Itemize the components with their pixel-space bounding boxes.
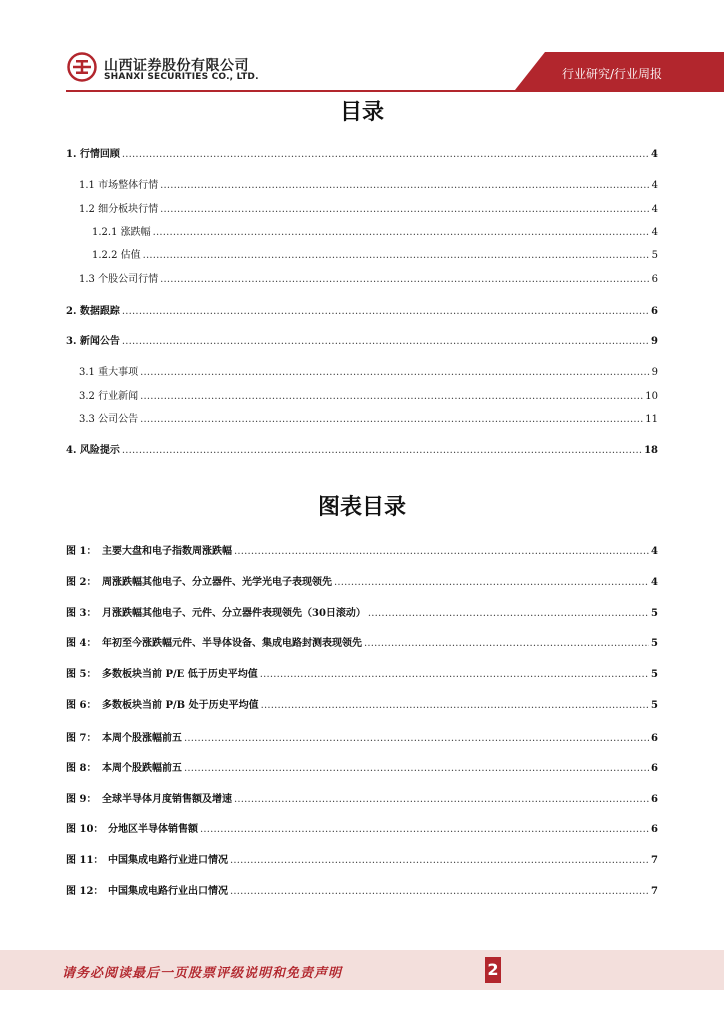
toc-entry[interactable] [79,412,658,428]
leader-dots [122,334,649,350]
toc-entry-page: 6 [651,306,658,317]
report-type-label: 行业研究/行业周报 [561,67,662,81]
toc-entry-page: 4 [651,204,658,215]
toc-entry[interactable] [79,365,658,381]
toc-entry-label: 1.2.1 涨跌幅 [92,227,151,238]
leader-dots [160,202,650,218]
toc-entry[interactable] [79,272,658,288]
figure-entry-page: 4 [651,577,658,588]
page-header [0,0,724,100]
company-name-cn: 山西证券股份有限公司 [104,58,249,74]
figure-entry-title: 多数板块当前 P/B 处于历史平均值 [102,700,259,711]
figure-entry-page: 5 [651,669,658,680]
leader-dots [234,544,649,560]
toc-entry-page: 11 [645,414,658,425]
leader-dots [122,443,642,459]
figure-entry-number: 图 1： [66,546,97,557]
leader-dots [122,147,649,163]
toc-entry-label: 3.1 重大事项 [79,367,139,378]
toc-entry-page: 9 [651,367,658,378]
figure-entry-title: 周涨跌幅其他电子、分立器件、光学光电子表现领先 [102,577,332,588]
figure-entry-page: 5 [651,638,658,649]
toc-entry[interactable] [92,248,658,264]
leader-dots [184,761,649,777]
figure-entry[interactable] [66,698,658,714]
figure-entry-number: 图 10： [66,824,104,835]
figure-entry-title: 本周个股跌幅前五 [102,763,182,774]
figure-entry[interactable] [66,792,658,808]
figure-entry-page: 6 [651,763,658,774]
figure-entry-title: 全球半导体月度销售额及增速 [102,794,232,805]
toc-entry-page: 9 [651,336,658,347]
figure-entry-page: 6 [651,794,658,805]
toc-entry-page: 18 [644,445,658,456]
figure-entry-number: 图 2： [66,577,97,588]
figure-entry[interactable] [66,761,658,777]
figure-entry-title: 本周个股涨幅前五 [102,733,182,744]
toc-entry-label: 1. 行情回顾 [66,149,120,160]
toc-entry[interactable] [66,147,658,163]
company-name-en: SHANXI SECURITIES CO., LTD. [104,72,259,82]
leader-dots [153,225,650,241]
leader-dots [160,272,650,288]
leader-dots [184,731,649,747]
leader-dots [230,884,649,900]
toc-entry-page: 6 [651,274,658,285]
figure-entry-number: 图 3： [66,608,97,619]
toc-entry[interactable] [66,443,658,459]
figure-entry-title: 中国集成电路行业出口情况 [108,886,228,897]
figure-entry-page: 6 [651,733,658,744]
leader-dots [143,248,650,264]
toc-entry-label: 1.3 个股公司行情 [79,274,159,285]
toc-entry-page: 4 [651,180,658,191]
toc-entry-label: 2. 数据跟踪 [66,306,120,317]
leader-dots [200,822,649,838]
leader-dots [364,636,649,652]
page-number: 2 [485,957,501,983]
toc-entry[interactable] [79,389,658,405]
figure-entry-number: 图 5： [66,669,97,680]
figure-entry[interactable] [66,606,658,622]
toc-entry[interactable] [66,334,658,350]
toc-entry-page: 5 [651,250,658,261]
leader-dots [140,389,643,405]
toc-entry-page: 4 [651,227,658,238]
company-logo-icon [67,52,97,82]
figure-entry[interactable] [66,731,658,747]
toc-entry-label: 1.1 市场整体行情 [79,180,159,191]
leader-dots [230,853,649,869]
figure-entry-number: 图 11： [66,855,104,866]
figure-entry[interactable] [66,884,658,900]
figure-entry[interactable] [66,544,658,560]
toc-entry-label: 1.2 细分板块行情 [79,204,159,215]
toc-entry-page: 4 [651,149,658,160]
toc-entry[interactable] [79,202,658,218]
toc-entry-label: 3. 新闻公告 [66,336,120,347]
figure-entry-title: 主要大盘和电子指数周涨跌幅 [102,546,232,557]
toc-entry-label: 3.2 行业新闻 [79,391,139,402]
figure-entry[interactable] [66,853,658,869]
figure-entry-title: 分地区半导体销售额 [108,824,198,835]
leader-dots [160,178,650,194]
toc-entry[interactable] [92,225,658,241]
toc-entry-page: 10 [645,391,658,402]
figure-entry-number: 图 12： [66,886,104,897]
figure-entry-title: 中国集成电路行业进口情况 [108,855,228,866]
figure-entry-number: 图 6： [66,700,97,711]
figure-entry-title: 多数板块当前 P/E 低于历史平均值 [102,669,258,680]
toc-entry-label: 4. 风险提示 [66,445,120,456]
figure-entry-number: 图 9： [66,794,97,805]
leader-dots [334,575,649,591]
toc-title: 目录 [339,100,384,125]
figure-entry-page: 7 [651,886,658,897]
leader-dots [140,412,643,428]
toc-entry-label: 3.3 公司公告 [79,414,139,425]
leader-dots [260,667,649,683]
leader-dots [140,365,650,381]
figures-title: 图表目录 [317,495,406,520]
figure-entry-page: 7 [651,855,658,866]
disclaimer-notice: 请务必阅读最后一页股票评级说明和免责声明 [62,966,343,981]
leader-dots [234,792,649,808]
figure-entry-page: 6 [651,824,658,835]
figure-entry-page: 4 [651,546,658,557]
figure-entry[interactable] [66,636,658,652]
header-divider [66,90,724,92]
figure-entry-title: 年初至今涨跌幅元件、半导体设备、集成电路封测表现领先 [102,638,362,649]
figure-entry-number: 图 7： [66,733,97,744]
toc-entry[interactable] [66,304,658,320]
figure-entry-page: 5 [651,700,658,711]
figure-entry-number: 图 4： [66,638,97,649]
figure-entry-number: 图 8： [66,763,97,774]
toc-entry[interactable] [79,178,658,194]
leader-dots [122,304,649,320]
figure-entry-title: 月涨跌幅其他电子、元件、分立器件表现领先（30日滚动） [102,608,366,619]
figure-entry-page: 5 [651,608,658,619]
toc-entry-label: 1.2.2 估值 [92,250,141,261]
figure-entry[interactable] [66,575,658,591]
leader-dots [261,698,649,714]
leader-dots [368,606,649,622]
figure-entry[interactable] [66,822,658,838]
figure-entry[interactable] [66,667,658,683]
